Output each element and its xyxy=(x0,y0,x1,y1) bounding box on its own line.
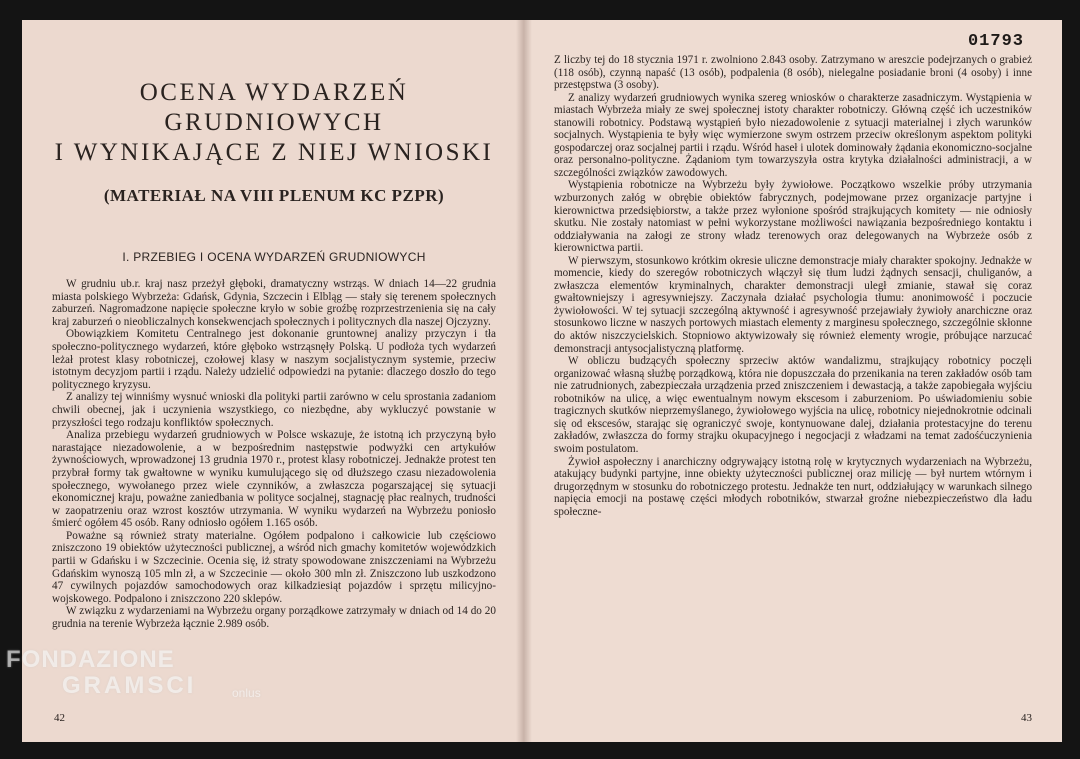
page-number-left: 42 xyxy=(54,712,65,724)
paragraph: W pierwszym, stosunkowo krótkim okresie uliczne demonstracje miały charakter spokojny. Jednakże w momencie, kiedy do szeregów robotniczych włączył się tłum ludzi żądnych sensacji, chuliganów, a zwłaszcza elementów kryminalnych, charakter demonstracji uległ zmianie, stawał się coraz gwałtowniejszy i agresywniejszy. Zaczynała działać psychologia tłumu: anonimowość i poczucie żywiołowości. W tej sytuacji szczególną aktywność i agresywność przejawiały żywioły anarchiczne oraz stosunkowo liczne w naszych portowych miastach elementy z marginesu społecznego, szczególnie skłonne do aktów niszczycielskich. Stopniowo aktywizowały się również elementy wrogie, próbujące narzucać demonstracji antysocjalistyczną platformę. xyxy=(554,254,1032,355)
paragraph: Obowiązkiem Komitetu Centralnego jest dokonanie gruntownej analizy przyczyn i tła społeczno-politycznego wydarzeń, które głęboko wstrząsnęły Polską. U podłoża tych wydarzeń leżał protest klasy robotniczej, czołowej klasy w naszym socjalistycznym systemie, przeciw istotnym decyzjom partii i rządu. Należy udzielić odpowiedzi na pytanie: dlaczego doszło do tego politycznego kryzysu. xyxy=(52,328,496,391)
right-page xyxy=(524,20,1062,742)
document-title xyxy=(52,78,496,168)
section-heading: I. PRZEBIEG I OCENA WYDARZEŃ GRUDNIOWYCH xyxy=(122,250,426,264)
paragraph: W grudniu ub.r. kraj nasz przeżył głęboki, dramatyczny wstrząs. W dniach 14—22 grudnia miasta polskiego Wybrzeża: Gdańsk, Gdynia, Szczecin i Elbląg — stały się terenem społecznych zaburzeń. Nagromadzone napięcie społeczne kryło w sobie groźbę rozprzestrzenienia się na cały kraj zaburzeń o nieobliczalnych konsekwencjach społecznych i politycznych dla naszej Ojczyzny. xyxy=(52,278,496,328)
archive-number: 01793 xyxy=(967,32,1024,51)
left-page xyxy=(22,20,524,742)
paragraph: Wystąpienia robotnicze na Wybrzeżu były żywiołowe. Początkowo wszelkie próby utrzymania wzburzonych załóg w obrębie obiektów fabrycznych, podejmowane przez organizacje partyjne i kierownictwa przedsiębiorstw, a także przez wyłonione spośród strajkujących komitety — nie odniosły skutku. Nie zostały natomiast w pełni wykorzystane możliwości nawiązania bezpośredniego kontaktu i oddziaływania na załogi ze strony władz terenowych oraz delegowanych na Wybrzeże osób z kierownictwa partii. xyxy=(554,179,1032,255)
page-number-right: 43 xyxy=(1021,712,1032,724)
paragraph: W związku z wydarzeniami na Wybrzeżu organy porządkowe zatrzymały w dniach od 14 do 20 grudnia na terenie Wybrzeża łącznie 2.989 osób. xyxy=(52,605,496,631)
document-subtitle: (MATERIAŁ NA VIII PLENUM KC PZPR) xyxy=(103,186,445,205)
paragraph: Z analizy wydarzeń grudniowych wynika szereg wniosków o charakterze zasadniczym. Wystąpienia w miastach Wybrzeża miały ze swej społecznej istoty charakter robotniczy. Główną część ich uczestników stanowili robotnicy. Podstawą wystąpień było niezadowolenie z sytuacji materialnej i złych warunków socjalnych. Wystąpienia te były więc wymierzone swym ostrzem przeciw określonym aspektom polityki gospodarczej oraz socjalnej partii i rządu. Wśród haseł i ulotek dominowały żądania ekonomiczno-socjalne oraz personalno-polityczne. Żądaniom tym towarzyszyła ostra krytyka działalności administracji, a w szczególności związków zawodowych. xyxy=(554,91,1032,179)
title-line-2: I WYNIKAJĄCE Z NIEJ WNIOSKI xyxy=(54,139,494,166)
watermark-line-2: GRAMSCI xyxy=(62,672,197,699)
watermark-line-1: FONDAZIONE xyxy=(6,646,175,673)
watermark-line-3: onlus xyxy=(232,686,261,700)
paragraph: Z analizy tej winniśmy wysnuć wnioski dla polityki partii zarówno w celu sprostania zadaniom chwili obecnej, jak i uczynienia wszystkiego, co niezbędne, aby wykluczyć powstanie w przyszłości tego rodzaju konfliktów społecznych. xyxy=(52,391,496,429)
book-gutter xyxy=(516,20,532,742)
paragraph: W obliczu budzącyćh społeczny sprzeciw aktów wandalizmu, strajkujący robotnicy poczęli organizować własną służbę porządkową, która nie dopuszczała do przenikania na teren zakładów osób tam nie zatrudnionych, zabezpieczała urządzenia przed zniszczeniem i dewastacją, a także zapobiegała wyjściu robotników na ulicę, a więc ewentualnym nowym ekscesom i zaburzeniom. Po uświadomieniu sobie tragicznych skutków nieprzemyślanego, żywiołowego wyjścia na ulicę, robotnicy niejednokrotnie odcinali się od ekscesów, starając się ograniczyć swoje, kontynuowane dalej, działania protestacyjne do terenu zakładów, zwłaszcza do formy strajku okupacyjnego i negocjacji z władzami na temat zadośćuczynienia swoim postulatom. xyxy=(554,355,1032,455)
paragraph: Analiza przebiegu wydarzeń grudniowych w Polsce wskazuje, że istotną ich przyczyną było narastające niezadowolenie, a w bezpośrednim następstwie podwyżki cen artykułów żywnościowych, wprowadzonej 13 grudnia 1970 r., protest klasy robotniczej. Jednakże protest ten przybrał formy tak gwałtowne w wyniku kumulującego się od dłuższego czasu niezadowolenia społecznego, wywołanego przez wiele czynników, a zwłaszcza pogarszającej się sytuacji ekonomicznej kraju, poważne zaniedbania w polityce socjalnej, stagnację płac realnych, trudności w zaopatrzeniu oraz wzrost kosztów utrzymania. W wyniku wydarzeń na Wybrzeżu poniosło śmierć ogółem 45 osób. Rany odniosło ogółem 1.165 osób. xyxy=(52,429,496,530)
paragraph: Poważne są również straty materialne. Ogółem podpalono i całkowicie lub częściowo zniszczono 19 obiektów użyteczności publicznej, a wśród nich gmachy komitetów wojewódzkich partii w Gdańsku i w Szczecinie. Ocenia się, iż straty spowodowane zniszczeniami na Wybrzeżu Gdańskim wynoszą 105 mln zł, a w Szczecinie — około 300 mln zł. Zniszczono lub uszkodzono 47 cywilnych pojazdów samochodowych oraz kilkadziesiąt pojazdów i sprzętu milicyjno-wojskowego. Podpalono i zniszczono 220 sklepów. xyxy=(52,529,496,605)
book-spread xyxy=(22,20,1062,742)
paragraph: Żywioł aspołeczny i anarchiczny odgrywający istotną rolę w krytycznych wydarzeniach na Wybrzeżu, atakujący budynki partyjne, inne obiekty użyteczności publicznej oraz milicję — był nurtem wtórnym i drugorzędnym w stosunku do robotniczego protestu. Jednakże ten nurt, oddziałujący w warunkach silnego napięcia emocji na postawę części młodych robotników, stwarzał groźne niebezpieczeństwo dla ładu społeczne- xyxy=(554,455,1032,518)
title-line-1: OCENA WYDARZEŃ GRUDNIOWYCH xyxy=(139,79,409,136)
paragraph: Z liczby tej do 18 stycznia 1971 r. zwolniono 2.843 osoby. Zatrzymano w areszcie podejrzanych o grabież (118 osób), czynną napaść (13 osób), podpalenia (8 osób), nielegalne posiadanie broni (4 osoby) i inne przestępstwa (3 osoby). xyxy=(554,54,1032,92)
